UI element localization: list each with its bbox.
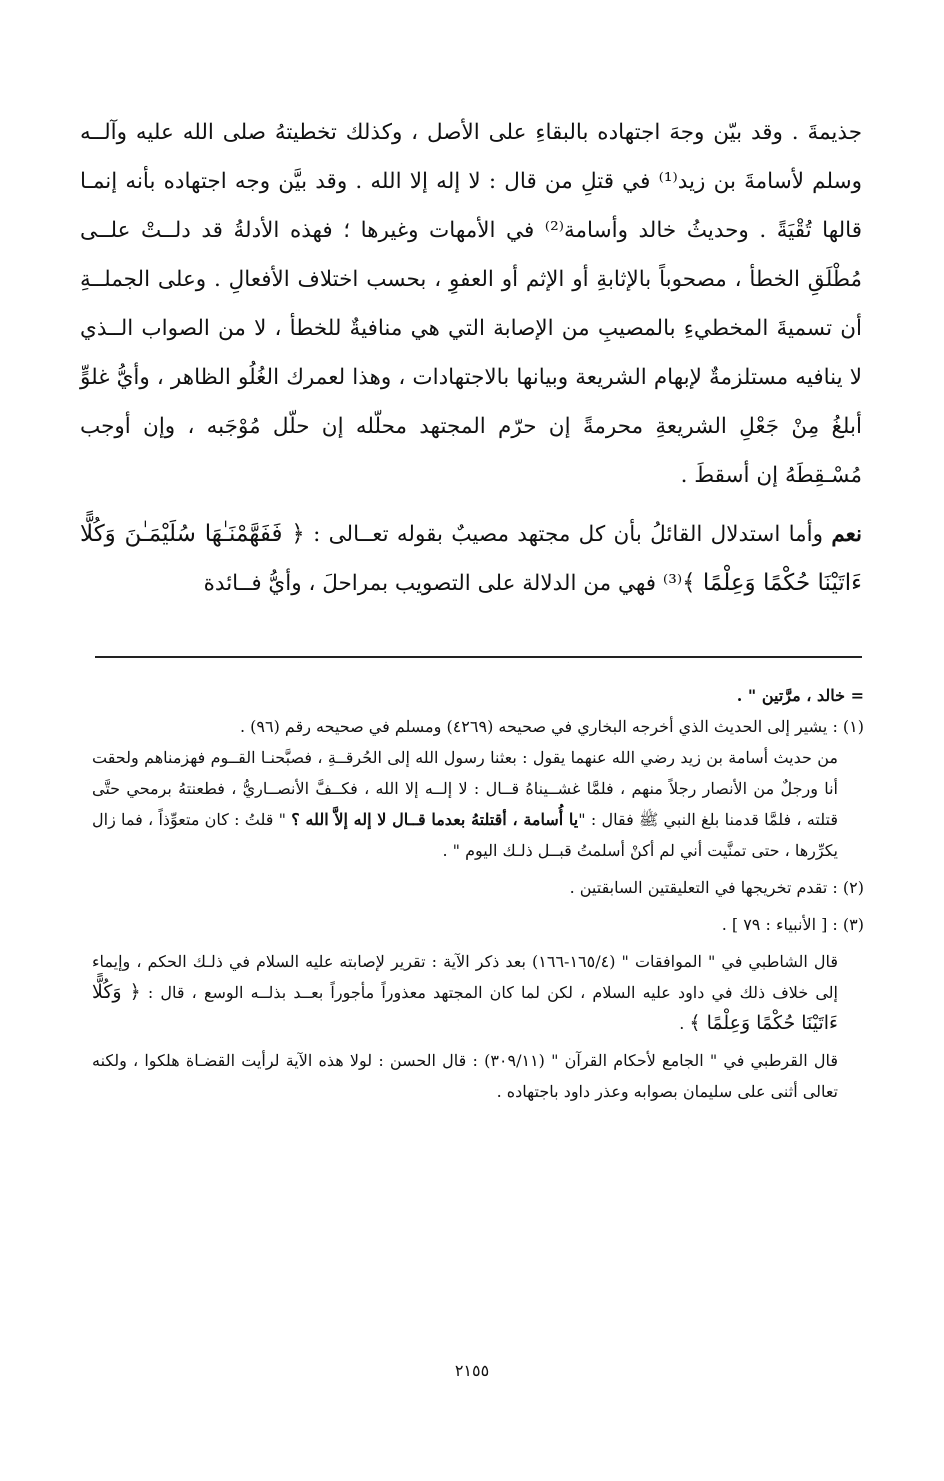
footnote-1-body [92,742,864,866]
main-text-block [80,108,862,608]
paragraph-2-tail: ⁽³⁾ فهي من الدلالة على التصويب بمراحلَ ، وأيُّ فــائدة [203,571,683,596]
footnote-2: (٢) : تقدم تخريجها في التعليقتين السابقتين . [569,878,864,897]
footnote-3: (٣) : [ الأنبياء : ٧٩ ] . [721,915,864,934]
footnote-3-quran: ﴿ وَكُلًّا ءَاتَيْنَا حُكْمًا وَعِلْمًا ﴾ [92,981,838,1034]
paragraph-lead-word: نعم [831,522,862,547]
footnote-1: (١) : يشير إلى الحديث الذي أخرجه البخاري في صحيحه (٤٢٦٩) ومسلم في صحيحه رقم (٩٦) . [239,717,864,736]
body-paragraph-2 [80,510,862,608]
footnote-1-hadith-quote: يا أُسامة ، أقتلتهُ بعدما قــال لا إله إلاَّ الله ؟ [291,810,579,829]
footnote-continuation: = خالد ، مرَّتين " . [736,686,864,705]
footnote-3-text-end: . [679,1014,690,1033]
page-number: ٢١٥٥ [454,1361,490,1380]
footnote-3-qurtubi: قال القرطبي في " الجامع لأحكام القرآن " (٣٠٩/١١) : قال الحسن : لولا هذه الآية لرأيت القضـاة هلكوا ، ولكنه تعالى أثنى على سليمان بصوابه وعذر داود باجتهاده . [92,1051,838,1101]
footnote-1-text-a: من حديث أسامة بن زيد رضي الله عنهما يقول : بعثنا رسول الله إلى الحُرقــةِ ، فصبَّحنـا القــوم فهزمناهم ولحقت أنا ورجلٌ من الأنصار رجلاً منهم ، فلمَّا غشــيناهُ قــال : لا إلــه إلا الله ، فكــفَّ الأنصــاريُّ ، فطعنتهُ برمحي حتَّى قتلته ، فلمَّا قدمنا بلغ النبي ﷺ فقال : " [92,748,839,829]
body-paragraph-1: جذيمةَ . وقد بيّن وجهَ اجتهاده بالبقاءِ على الأصل ، وكذلك تخطيتهُ صلى الله عليه وآلــه وسلم لأسامةَ بن زيد⁽¹⁾ في قتلِ من قال : لا إله إلا الله . وقد بيَّن وجه اجتهاده بأنه إنمـا قالها تُقْيَةً . وحديثُ خالد وأسامة⁽²⁾ في الأمهات وغيرها ؛ فهذه الأدلةُ قد دلــتْ علــى مُطْلَقِ الخطأ ، مصحوباً بالإثابةِ أو الإثم أو العفوِ ، بحسب اختلاف الأفعالِ . وعلى الجملــةِ أن تسميةَ المخطيءِ بالمصيبِ من الإصابة التي هي منافيةٌ للخطأ ، لا من الصواب الــذي لا ينافيه مستلزمةٌ لإبهام الشريعة وبيانها بالاجتهادات ، وهذا لعمرك الغُلُو الظاهر ، وأيُّ غلوٍّ أبلغُ مِنْ جَعْلِ الشريعةِ محرمةً إن حرّم المجتهد محلّله إن حلّل مُوْجَبه ، وإن أوجب مُسْـقِطَهُ إن أسقطَ . [80,120,863,488]
paragraph-2-text: وأما استدلال القائلُ بأن كل مجتهد مصيبٌ بقوله تعــالى : [304,522,832,547]
footnote-1-text-b: " قلتُ : كان متعوِّذاً ، فما زال يكرِّرها ، حتى تمنَّيت أني لم أكنْ أسلمتُ قبــل ذلـك اليوم " . [92,810,838,860]
footnote-3-text-a: قال الشاطبي في " الموافقات " (١٦٥/٤-١٦٦) بعد ذكر الآية : تقرير لإصابته عليه السلام في ذلـك الحكم ، وإيماء إلى خلاف ذلك في داود عليه السلام ، لكن لما كان المجتهد معذوراً مأجوراً بعــد بذلــه الوسع ، قال : [92,952,838,1002]
footnote-divider [95,656,862,658]
footnote-3-shatibi [92,946,864,1039]
footnotes-block [92,680,864,1107]
quran-verse: ﴿ فَفَهَّمْنَـٰهَا سُلَيْمَـٰنَ وَكُلًّا ءَاتَيْنَا حُكْمًا وَعِلْمًا ﴾ [80,521,862,596]
